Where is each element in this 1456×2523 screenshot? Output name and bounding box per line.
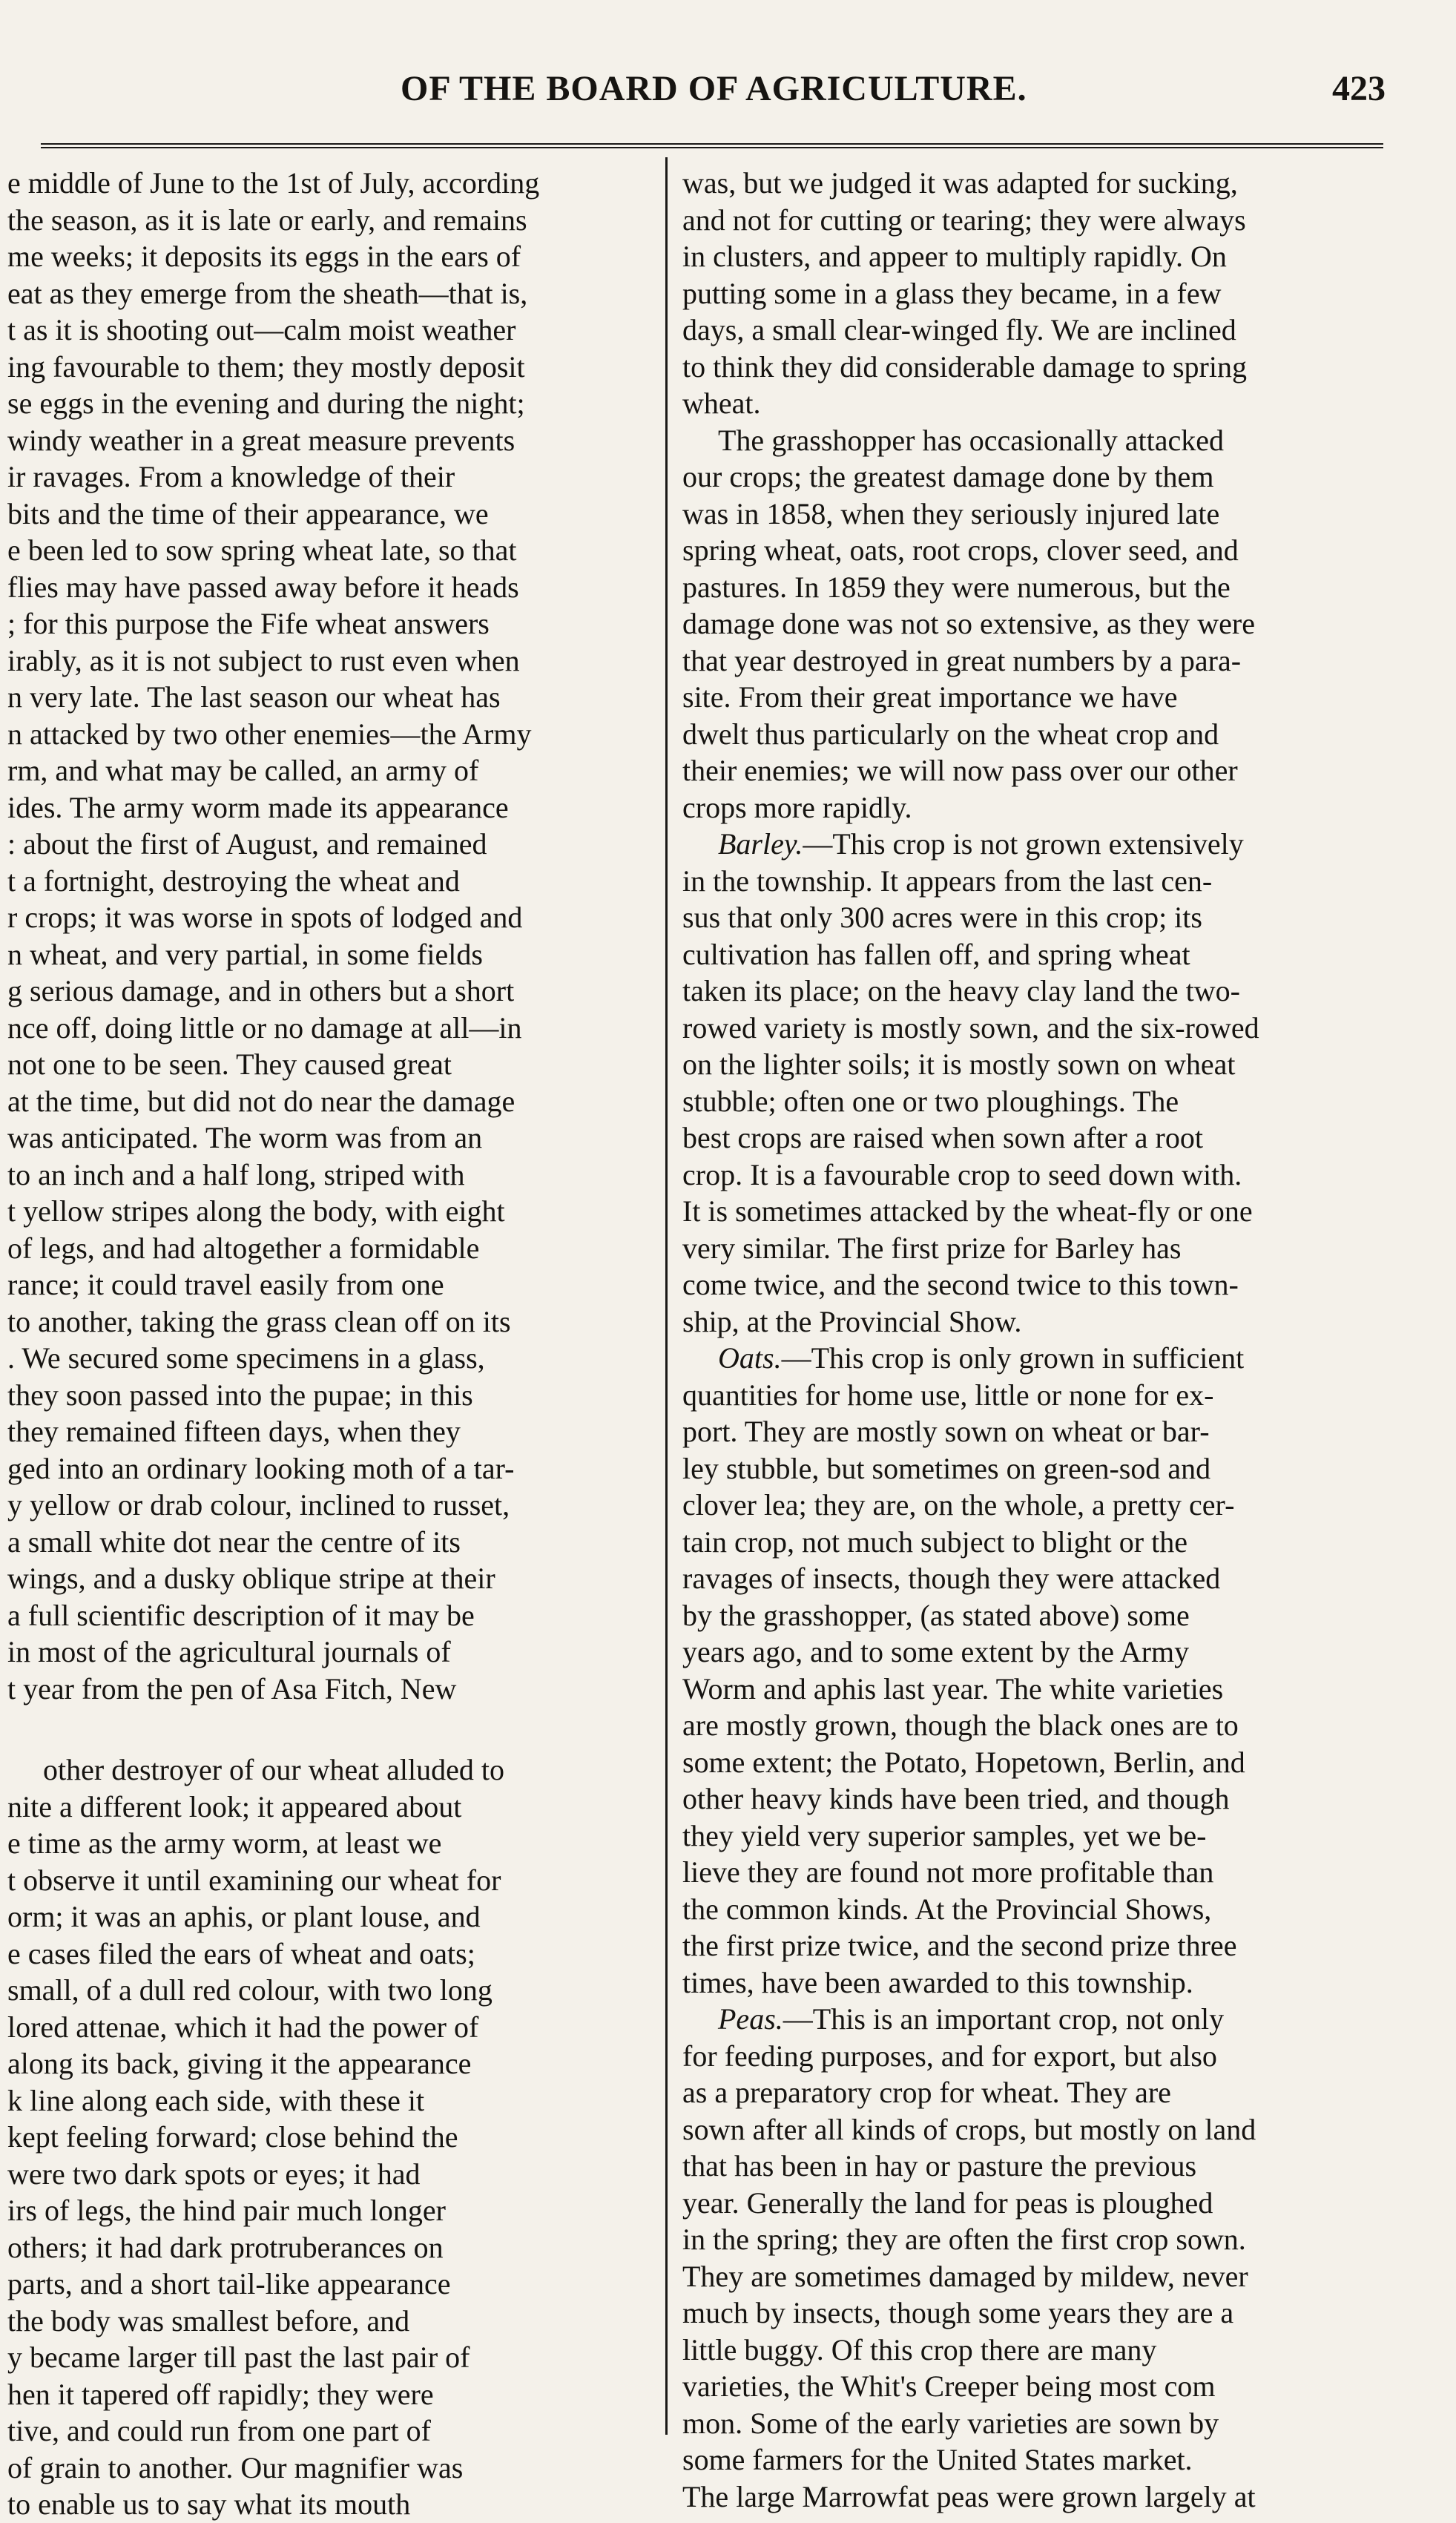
text-line: e middle of June to the 1st of July, according (7, 166, 540, 200)
text-line: bits and the time of their appearance, we (7, 496, 489, 530)
text-line: much by insects, though some years they are a (682, 2296, 1234, 2329)
text-line: The large Marrowfat peas were grown largely at (682, 2479, 1256, 2513)
text-line: come twice, and the second twice to this town- (682, 1268, 1239, 1301)
text-line: not one to be seen. They caused great (7, 1047, 452, 1081)
text-line: Worm and aphis last year. The white varieties (682, 1671, 1224, 1705)
text-line: a full scientific description of it may be (7, 1598, 475, 1632)
section-heading: Oats. (718, 1341, 782, 1375)
text-line: y became larger till past the last pair of (7, 2341, 470, 2374)
text-line: some farmers for the United States market. (682, 2443, 1193, 2476)
text-line: n wheat, and very partial, in some fields (7, 937, 483, 971)
running-header (0, 68, 1456, 128)
text-line: and not for cutting or tearing; they were always (682, 203, 1246, 237)
text-line: kept feeling forward; close behind the (7, 2120, 458, 2154)
text-line: lored attenae, which it had the power of (7, 2010, 479, 2044)
section-heading: Peas. (718, 2002, 783, 2036)
text-line: of legs, and had altogether a formidable (7, 1231, 480, 1265)
paragraph-grasshopper (682, 422, 1383, 826)
text-line: me weeks; it deposits its eggs in the ears of (7, 240, 521, 273)
text-line: cultivation has fallen off, and spring wheat (682, 937, 1190, 971)
paragraph-oats (682, 1340, 1383, 2001)
text-line: to think they did considerable damage to spring (682, 349, 1247, 384)
text-line: was, but we judged it was adapted for sucking, (682, 166, 1238, 200)
text-line: other destroyer of our wheat alluded to (43, 1753, 505, 1786)
text-line: sown after all kinds of crops, but mostly on land (682, 2112, 1256, 2146)
text-line: rowed variety is mostly sown, and the six-rowed (682, 1010, 1259, 1045)
text-line: e time as the army worm, at least we (7, 1826, 442, 1860)
text-line: lieve they are found not more profitable than (682, 1855, 1214, 1889)
left-column (7, 165, 651, 2521)
text-line: se eggs in the evening and during the night; (7, 386, 525, 420)
text-line: times, have been awarded to this township. (682, 1965, 1193, 1999)
text-line: very similar. The first prize for Barley has (682, 1231, 1182, 1265)
text-line: was anticipated. The worm was from an (7, 1121, 483, 1154)
text-line: t observe it until examining our wheat for (7, 1863, 501, 1897)
right-text-block-1 (682, 165, 1383, 422)
text-line: damage done was not so extensive, as they were (682, 607, 1255, 640)
text-line: ley stubble, but sometimes on green-sod and (682, 1451, 1211, 1485)
paragraph-barley (682, 826, 1383, 1340)
text-line: to enable us to say what its mouth (7, 2487, 411, 2521)
text-line: g serious damage, and in others but a short (7, 974, 515, 1007)
text-line (682, 1340, 1383, 1377)
text-line: orm; it was an aphis, or plant louse, and (7, 1900, 481, 1933)
text-run: —This crop is not grown extensively (803, 827, 1244, 861)
text-line: ing favourable to them; they mostly deposit (7, 349, 525, 384)
text-line: little buggy. Of this crop there are many (682, 2332, 1157, 2366)
text-line: t yellow stripes along the body, with eight (7, 1194, 505, 1228)
text-line: ir ravages. From a knowledge of their (7, 460, 455, 493)
text-line: clover lea; they are, on the whole, a pretty cer- (682, 1488, 1235, 1522)
text-line: in the township. It appears from the last cen- (682, 864, 1213, 898)
text-line: year. Generally the land for peas is ploughed (682, 2185, 1213, 2220)
text-line: putting some in a glass they became, in a few (682, 276, 1222, 310)
paragraph-peas (682, 2001, 1383, 2515)
right-column (682, 165, 1383, 2513)
text-line: ged into an ordinary looking moth of a tar- (7, 1451, 515, 1485)
text-line: parts, and a short tail-like appearance (7, 2267, 451, 2300)
text-line: y yellow or drab colour, inclined to russet, (7, 1488, 510, 1522)
text-line: irs of legs, the hind pair much longer (7, 2194, 446, 2227)
text-line: eat as they emerge from the sheath—that is, (7, 276, 528, 310)
text-line: other heavy kinds have been tried, and though (682, 1782, 1230, 1815)
text-line: mon. Some of the early varieties are sown by (682, 2406, 1219, 2440)
text-line: tain crop, not much subject to blight or the (682, 1524, 1187, 1559)
text-line: crops more rapidly. (682, 790, 912, 824)
text-line: others; it had dark protruberances on (7, 2230, 444, 2264)
text-line: r crops; it was worse in spots of lodged and (7, 901, 523, 934)
text-line: rm, and what may be called, an army of (7, 754, 479, 787)
text-line: varieties, the Whit's Creeper being most com (682, 2369, 1216, 2403)
left-text-block-1 (7, 165, 651, 1707)
text-line: taken its place; on the heavy clay land the two- (682, 974, 1240, 1007)
text-line: ravages of insects, though they were attacked (682, 1562, 1221, 1595)
text-line: along its back, giving it the appearance (7, 2047, 472, 2080)
text-line: n very late. The last season our wheat has (7, 680, 501, 714)
text-line: hen it tapered off rapidly; they were (7, 2377, 434, 2411)
text-line: in clusters, and appeer to multiply rapidly. On (682, 240, 1227, 273)
text-line: crop. It is a favourable crop to seed down with. (682, 1157, 1242, 1191)
text-line: the season, as it is late or early, and remains (7, 203, 527, 237)
text-line: the body was smallest before, and (7, 2303, 410, 2338)
text-line: at the time, but did not do near the damage (7, 1084, 515, 1118)
text-line: e been led to sow spring wheat late, so that (7, 533, 517, 567)
text-line: to an inch and a half long, striped with (7, 1157, 465, 1191)
text-line: t year from the pen of Asa Fitch, New (7, 1671, 457, 1705)
text-line: pastures. In 1859 they were numerous, but the (682, 570, 1231, 604)
text-line: in the spring; they are often the first crop sown. (682, 2223, 1246, 2256)
text-line: sus that only 300 acres were in this crop; its (682, 901, 1202, 934)
text-line: t a fortnight, destroying the wheat and (7, 864, 460, 898)
text-line: e cases filed the ears of wheat and oats; (7, 1936, 475, 1970)
text-line: t as it is shooting out—calm moist weather (7, 313, 516, 346)
text-line (682, 826, 1383, 863)
text-line: spring wheat, oats, root crops, clover seed, and (682, 533, 1239, 567)
text-line: windy weather in a great measure prevents (7, 423, 515, 457)
text-line: stubble; often one or two ploughings. The (682, 1084, 1179, 1118)
text-line: flies may have passed away before it heads (7, 570, 519, 604)
text-line: to another, taking the grass clean off on its (7, 1304, 511, 1338)
text-line: that has been in hay or pasture the previous (682, 2149, 1197, 2182)
text-line: they yield very superior samples, yet we be- (682, 1818, 1207, 1852)
text-line: ship, at the Provincial Show. (682, 1304, 1022, 1338)
text-line: tive, and could run from one part of (7, 2414, 431, 2447)
text-line: days, a small clear-winged fly. We are inclined (682, 313, 1236, 346)
text-line: k line along each side, with these it (7, 2083, 425, 2117)
text-line: they soon passed into the pupae; in this (7, 1378, 473, 1412)
text-run: —This is an important crop, not only (783, 2002, 1225, 2036)
text-line: the common kinds. At the Provincial Shows, (682, 1892, 1212, 1926)
column-gap (7, 1707, 651, 1751)
section-heading: Barley. (718, 827, 803, 861)
text-line: best crops are raised when sown after a root (682, 1121, 1203, 1154)
text-line: rance; it could travel easily from one (7, 1268, 444, 1301)
text-line: our crops; the greatest damage done by them (682, 460, 1214, 493)
text-line: site. From their great importance we have (682, 680, 1178, 714)
text-line: n attacked by two other enemies—the Army (7, 717, 532, 751)
text-line: nite a different look; it appeared about (7, 1789, 462, 1823)
left-text-block-2 (7, 1751, 651, 2523)
text-line: wings, and a dusky oblique stripe at their (7, 1562, 495, 1595)
text-line: . We secured some specimens in a glass, (7, 1341, 485, 1375)
text-line: wheat. (682, 386, 761, 420)
header-rule (41, 143, 1383, 148)
text-line: small, of a dull red colour, with two long (7, 1973, 493, 2007)
text-line: The grasshopper has occasionally attacked (718, 423, 1224, 457)
text-line: their enemies; we will now pass over our other (682, 754, 1238, 787)
running-title: OF THE BOARD OF AGRICULTURE. (401, 69, 1027, 108)
text-line: were two dark spots or eyes; it had (7, 2157, 421, 2191)
column-divider (665, 157, 668, 2435)
text-line: It is sometimes attacked by the wheat-fly or one (682, 1194, 1253, 1228)
text-line: was in 1858, when they seriously injured late (682, 496, 1220, 530)
text-line: as a preparatory crop for wheat. They are (682, 2076, 1171, 2109)
text-line: ; for this purpose the Fife wheat answers (7, 607, 490, 640)
text-line: by the grasshopper, (as stated above) some (682, 1598, 1190, 1632)
text-line: a small white dot near the centre of its (7, 1524, 461, 1559)
text-line: are mostly grown, though the black ones are to (682, 1708, 1239, 1742)
text-line: some extent; the Potato, Hopetown, Berlin, and (682, 1745, 1245, 1779)
text-line: port. They are mostly sown on wheat or bar- (682, 1415, 1210, 1448)
text-line: they remained fifteen days, when they (7, 1415, 461, 1448)
text-line: that year destroyed in great numbers by a para- (682, 643, 1242, 677)
text-line: : about the first of August, and remained (7, 827, 487, 861)
text-line: nce off, doing little or no damage at all—in (7, 1010, 522, 1045)
text-line (682, 2001, 1383, 2038)
text-line: on the lighter soils; it is mostly sown on wheat (682, 1047, 1236, 1081)
text-run: —This crop is only grown in sufficient (781, 1341, 1245, 1375)
text-line: quantities for home use, little or none for ex- (682, 1378, 1214, 1412)
page-number: 423 (1332, 69, 1386, 108)
text-line: the first prize twice, and the second prize three (682, 1929, 1237, 1962)
text-line: irably, as it is not subject to rust even when (7, 643, 520, 677)
text-line: years ago, and to some extent by the Army (682, 1635, 1190, 1668)
text-line: in most of the agricultural journals of (7, 1635, 451, 1668)
text-line: of grain to another. Our magnifier was (7, 2450, 464, 2484)
text-line: ides. The army worm made its appearance (7, 790, 509, 824)
text-line: dwelt thus particularly on the wheat crop and (682, 717, 1219, 751)
text-line: They are sometimes damaged by mildew, never (682, 2259, 1248, 2293)
text-line: for feeding purposes, and for export, but also (682, 2039, 1217, 2073)
